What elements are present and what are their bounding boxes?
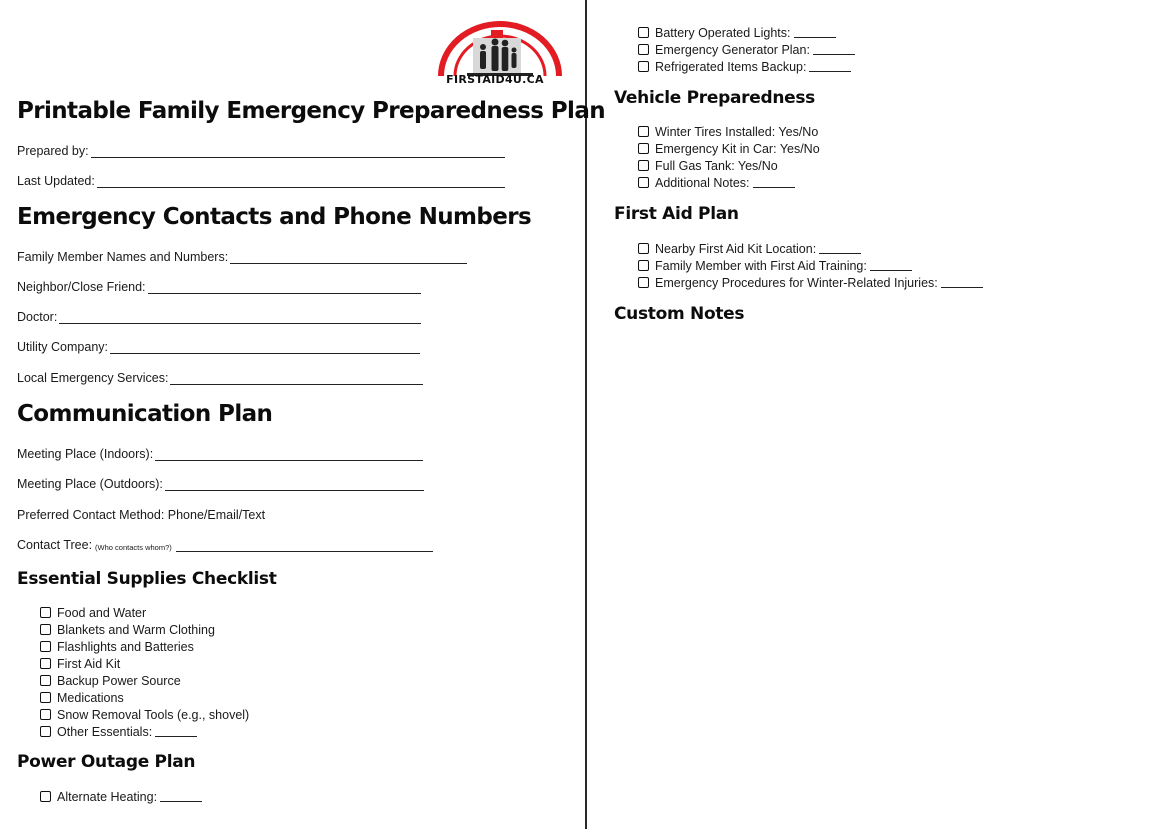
supply-item[interactable] (40, 655, 249, 672)
supply-blank-line[interactable] (155, 726, 197, 737)
checkbox-icon[interactable] (638, 277, 649, 288)
supply-item[interactable] (40, 621, 249, 638)
vehicle-label: Full Gas Tank: Yes/No (655, 158, 778, 173)
power-item[interactable] (638, 24, 855, 41)
vehicle-blank-line[interactable] (753, 177, 795, 188)
last-updated-label: Last Updated: (17, 174, 95, 188)
checkbox-icon[interactable] (638, 177, 649, 188)
doctor-label: Doctor: (17, 310, 58, 324)
supply-label: Blankets and Warm Clothing (57, 622, 215, 637)
checkbox-icon[interactable] (638, 61, 649, 72)
first-aid-item[interactable] (638, 274, 983, 291)
right-column (614, 0, 1154, 829)
custom-notes-heading: Custom Notes (614, 304, 745, 324)
meeting-outdoors-line[interactable] (165, 480, 424, 491)
utility-line[interactable] (110, 343, 420, 354)
supply-label: Snow Removal Tools (e.g., shovel) (57, 707, 250, 722)
last-updated-line[interactable] (97, 177, 505, 188)
vehicle-label: Winter Tires Installed: Yes/No (655, 124, 819, 139)
power-label: Refrigerated Items Backup: (655, 59, 807, 74)
supply-item[interactable] (40, 723, 249, 740)
preferred-contact-label: Preferred Contact Method: Phone/Email/Text (17, 508, 266, 522)
column-divider (585, 0, 587, 829)
first-aid-heading: First Aid Plan (614, 204, 739, 224)
checkbox-icon[interactable] (638, 27, 649, 38)
meeting-indoors-label: Meeting Place (Indoors): (17, 447, 154, 461)
utility-label: Utility Company: (17, 340, 108, 354)
checkbox-icon[interactable] (40, 624, 51, 635)
family-members-label: Family Member Names and Numbers: (17, 250, 229, 264)
first-aid-label: Family Member with First Aid Training: (655, 258, 867, 273)
neighbor-field (17, 280, 421, 294)
vehicle-heading: Vehicle Preparedness (614, 88, 816, 108)
supply-item[interactable] (40, 706, 249, 723)
vehicle-item[interactable] (638, 123, 820, 140)
checkbox-icon[interactable] (40, 641, 51, 652)
supply-item[interactable] (40, 604, 249, 621)
checkbox-icon[interactable] (40, 791, 51, 802)
power-item[interactable] (638, 41, 855, 58)
utility-field (17, 340, 420, 354)
power-blank-line[interactable] (809, 61, 851, 72)
power-label: Emergency Generator Plan: (655, 42, 810, 57)
power-label: Alternate Heating: (57, 789, 158, 804)
contact-tree-label: Contact Tree: (17, 538, 93, 552)
left-column (17, 0, 606, 829)
first-aid-item[interactable] (638, 240, 983, 257)
supply-item[interactable] (40, 638, 249, 655)
first-aid-blank-line[interactable] (941, 277, 983, 288)
checkbox-icon[interactable] (40, 658, 51, 669)
checkbox-icon[interactable] (638, 260, 649, 271)
checkbox-icon[interactable] (638, 143, 649, 154)
power-item[interactable] (638, 58, 855, 75)
meeting-outdoors-label: Meeting Place (Outdoors): (17, 477, 163, 491)
page-title: Printable Family Emergency Preparedness Plan (17, 98, 606, 124)
power-list-left (40, 788, 202, 805)
checkbox-icon[interactable] (638, 44, 649, 55)
supplies-list (40, 604, 249, 740)
supply-label: Other Essentials: (57, 724, 153, 739)
neighbor-line[interactable] (148, 283, 421, 294)
supply-label: Food and Water (57, 605, 147, 620)
meeting-indoors-field (17, 447, 423, 461)
first-aid-blank-line[interactable] (870, 260, 912, 271)
power-item[interactable] (40, 788, 202, 805)
doctor-field (17, 310, 421, 324)
contacts-heading: Emergency Contacts and Phone Numbers (17, 204, 532, 230)
vehicle-list (638, 123, 820, 191)
prepared-by-line[interactable] (91, 147, 505, 158)
power-label: Battery Operated Lights: (655, 25, 791, 40)
first-aid-item[interactable] (638, 257, 983, 274)
supply-label: First Aid Kit (57, 656, 121, 671)
vehicle-item[interactable] (638, 140, 820, 157)
checkbox-icon[interactable] (40, 692, 51, 703)
vehicle-label: Emergency Kit in Car: Yes/No (655, 141, 820, 156)
first-aid-label: Nearby First Aid Kit Location: (655, 241, 817, 256)
supply-label: Medications (57, 690, 124, 705)
family-members-line[interactable] (230, 253, 467, 264)
checkbox-icon[interactable] (40, 607, 51, 618)
power-heading: Power Outage Plan (17, 752, 196, 772)
local-services-line[interactable] (170, 374, 423, 385)
checkbox-icon[interactable] (638, 126, 649, 137)
supplies-heading: Essential Supplies Checklist (17, 569, 277, 589)
communication-heading: Communication Plan (17, 401, 273, 427)
prepared-by-field (17, 144, 505, 158)
supply-item[interactable] (40, 689, 249, 706)
contact-tree-field (17, 538, 433, 552)
local-services-label: Local Emergency Services: (17, 371, 169, 385)
first-aid-label: Emergency Procedures for Winter-Related Injuries: (655, 275, 938, 290)
checkbox-icon[interactable] (40, 709, 51, 720)
doctor-line[interactable] (59, 313, 421, 324)
first-aid-list (638, 240, 983, 291)
supply-label: Flashlights and Batteries (57, 639, 194, 654)
contact-tree-line[interactable] (176, 541, 433, 552)
last-updated-field (17, 174, 505, 188)
meeting-outdoors-field (17, 477, 424, 491)
power-list-right (638, 24, 855, 75)
family-members-field (17, 250, 467, 264)
prepared-by-label: Prepared by: (17, 144, 89, 158)
meeting-indoors-line[interactable] (155, 450, 423, 461)
supply-item[interactable] (40, 672, 249, 689)
supply-label: Backup Power Source (57, 673, 181, 688)
power-blank-line[interactable] (794, 27, 836, 38)
vehicle-item[interactable] (638, 174, 820, 191)
checkbox-icon[interactable] (40, 675, 51, 686)
power-blank-line[interactable] (160, 791, 202, 802)
local-services-field (17, 371, 423, 385)
contact-tree-note: (Who contacts whom?) (95, 543, 172, 552)
preferred-contact-field (17, 508, 265, 522)
neighbor-label: Neighbor/Close Friend: (17, 280, 146, 294)
checkbox-icon[interactable] (40, 726, 51, 737)
vehicle-item[interactable] (638, 157, 820, 174)
first-aid-blank-line[interactable] (819, 243, 861, 254)
logo-text: FIRSTAID4U.CA (446, 73, 544, 86)
checkbox-icon[interactable] (638, 243, 649, 254)
power-blank-line[interactable] (813, 44, 855, 55)
checkbox-icon[interactable] (638, 160, 649, 171)
vehicle-label: Additional Notes: (655, 175, 750, 190)
